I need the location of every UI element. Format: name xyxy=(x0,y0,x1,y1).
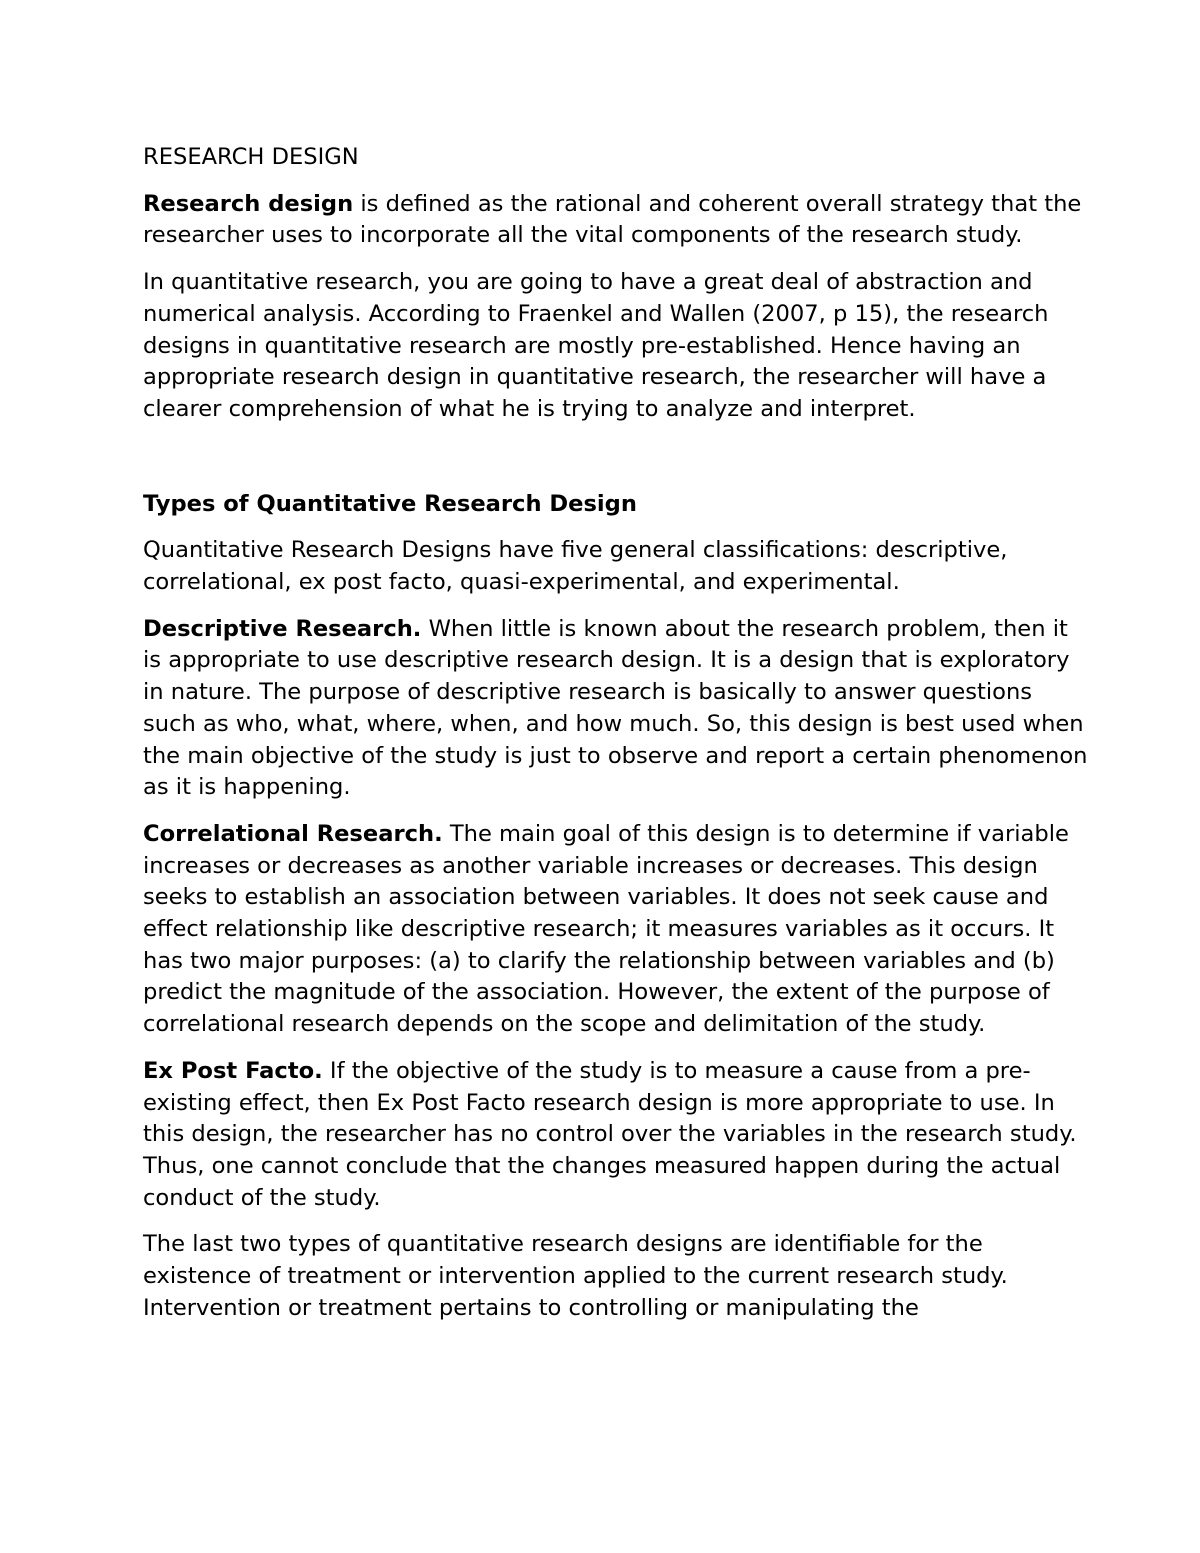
section-text: When little is known about the research problem, then it is appropriate to use descriptive research design. It is a design that is exploratory in nature. The purpose of descriptive research is basically to answer questions such as who, what, where, when, and how much. So, this design is best used when the main objective of the study is just to observe and report a certain phenomenon as it is happening. xyxy=(143,615,1088,801)
document-title: RESEARCH DESIGN xyxy=(143,144,359,170)
definition-term: Research design xyxy=(143,190,354,217)
section-text: The main goal of this design is to determine if variable increases or decreases as another variable increases or decreases. This design seeks to establish an association between variables. It does not seek cause and effect relationship like descriptive research; it measures variables as it occurs. It has two major purposes: (a) to clarify the relationship between variables and (b) predict the magnitude of the association. However, the extent of the purpose of correlational research depends on the scope and delimitation of the study. xyxy=(143,820,1069,1038)
descriptive-research-paragraph xyxy=(143,614,1088,804)
intro-paragraph: In quantitative research, you are going to have a great deal of abstraction and numerical analysis. According to Fraenkel and Wallen (2007, p 15), the research designs in quantitative research are mostly pre-established. Hence having an appropriate research design in quantitative research, the researcher will have a clearer comprehension of what he is trying to analyze and interpret. xyxy=(143,269,1049,422)
document-body xyxy=(143,142,1088,1340)
section-term: Ex Post Facto. xyxy=(143,1057,323,1084)
section-term: Descriptive Research. xyxy=(143,615,422,642)
types-intro-paragraph: Quantitative Research Designs have five general classifications: descriptive, correlational, ex post facto, quasi-experimental, and experimental. xyxy=(143,537,1008,596)
section-term: Correlational Research. xyxy=(143,820,443,847)
definition-text: is defined as the rational and coherent overall strategy that the researcher uses to incorporate all the vital components of the research study. xyxy=(143,190,1082,249)
definition-paragraph xyxy=(143,189,1088,252)
ex-post-facto-paragraph xyxy=(143,1056,1088,1215)
closing-paragraph: The last two types of quantitative research designs are identifiable for the existence of treatment or intervention applied to the current research study. Intervention or treatment pertains to controlling or manipulating the xyxy=(143,1231,1008,1321)
types-heading: Types of Quantitative Research Design xyxy=(143,490,637,517)
paragraph-spacer xyxy=(143,441,1088,489)
section-text: If the objective of the study is to measure a cause from a pre-existing effect, then Ex Post Facto research design is more appropriate to use. In this design, the researcher has no control over the variables in the research study. Thus, one cannot conclude that the changes measured happen during the actual conduct of the study. xyxy=(143,1057,1077,1211)
correlational-research-paragraph xyxy=(143,819,1088,1041)
